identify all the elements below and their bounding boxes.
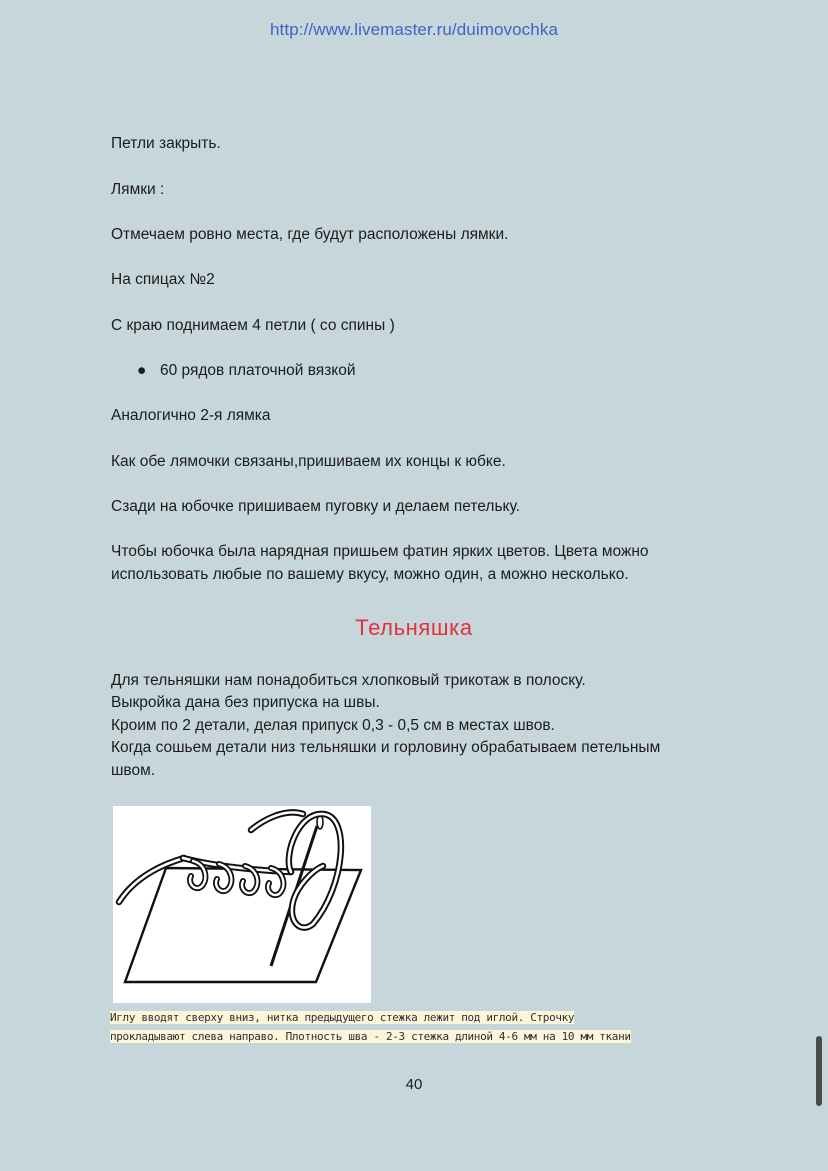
illustration-caption xyxy=(110,1008,696,1046)
paragraph-button: Сзади на юбочке пришиваем пуговку и делаем петельку. xyxy=(111,498,520,515)
paragraph-pick-up-loops: С краю поднимаем 4 петли ( со спины ) xyxy=(111,317,395,334)
paragraph-tulle-line1: Чтобы юбочка была нарядная пришьем фатин ярких цветов. Цвета можно xyxy=(111,543,649,560)
section-line: Когда сошьем детали низ тельняшки и горловину обрабатываем петельным xyxy=(111,739,661,756)
blanket-stitch-illustration xyxy=(113,806,371,1003)
section-line: Выкройка дана без припуска на швы. xyxy=(111,694,380,711)
paragraph-sew-straps: Как обе лямочки связаны,пришиваем их концы к юбке. xyxy=(111,453,506,470)
caption-line-2: прокладывают слева направо. Плотность шва - 2-3 стежка длиной 4-6 мм на 10 мм ткани xyxy=(110,1030,631,1043)
bullet-text: 60 рядов платочной вязкой xyxy=(160,362,356,379)
bullet-list-item xyxy=(137,360,356,383)
bullet-icon: ● xyxy=(137,362,147,379)
blanket-stitch-icon xyxy=(113,806,371,1003)
page-number: 40 xyxy=(405,1076,423,1093)
section-line: швом. xyxy=(111,762,156,779)
paragraph-needles: На спицах №2 xyxy=(111,271,215,288)
section-line: Для тельняшки нам понадобиться хлопковый трикотаж в полоску. xyxy=(111,672,586,689)
section-line: Кроим по 2 детали, делая припуск 0,3 - 0,5 см в местах швов. xyxy=(111,717,555,734)
paragraph-straps-title: Лямки : xyxy=(111,181,165,198)
vertical-scrollbar[interactable] xyxy=(816,1036,822,1106)
paragraph-close-loops: Петли закрыть. xyxy=(111,135,221,152)
paragraph-mark-places: Отмечаем ровно места, где будут расположены лямки. xyxy=(111,226,509,243)
paragraph-second-strap: Аналогично 2-я лямка xyxy=(111,407,271,424)
header-url-link[interactable]: http://www.livemaster.ru/duimovochka xyxy=(270,20,558,39)
section-heading: Тельняшка xyxy=(355,615,473,640)
paragraph-tulle-line2: использовать любые по вашему вкусу, можно один, а можно несколько. xyxy=(111,566,629,583)
caption-line-1: Иглу вводят сверху вниз, нитка предыдущего стежка лежит под иглой. Строчку xyxy=(110,1011,575,1024)
